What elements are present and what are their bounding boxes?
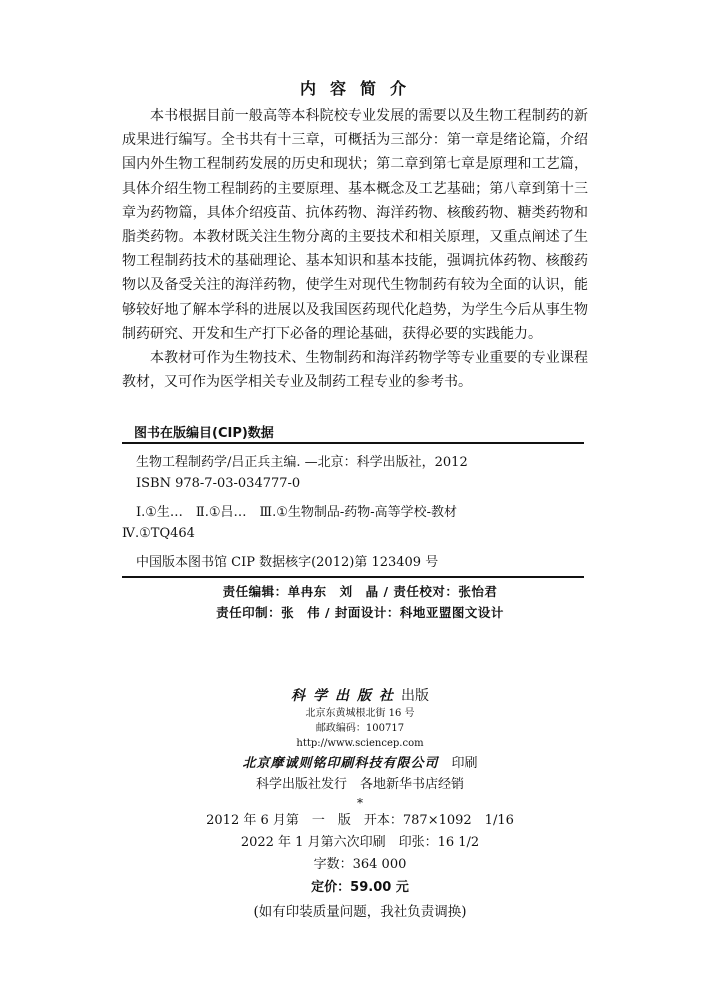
publisher-address: 北京东黄城根北街 16 号 (305, 708, 415, 719)
intro-paragraph-2: 本教材可作为生物技术、生物制药和海洋药物学等专业重要的专业课程教材，又可作为医学相关专业及制药工程专业的参考书。 (122, 350, 588, 391)
cip-bottom-rule (122, 576, 584, 578)
cip-top-rule (122, 442, 584, 444)
printer-row (0, 754, 720, 774)
cip-title-line: 生物工程制药学/吕正兵主编. —北京：科学出版社，2012 (136, 455, 468, 470)
imprint (0, 686, 720, 924)
cip-isbn-line: ISBN 978-7-03-034777-0 (136, 476, 301, 491)
cip-classification-line-2: Ⅳ.①TQ464 (122, 526, 195, 541)
intro-text (122, 104, 588, 394)
intro-paragraph-1: 本书根据目前一般高等本科院校专业发展的需要以及生物工程制药的新成果进行编写。全书共有十三章，可概括为三部分：第一章是绪论篇，介绍国内外生物工程制药发展的历史和现状；第二章到第七章是原理和工艺篇，具体介绍生物工程制药的主要原理、基本概念及工艺基础；第八章到第十三章为药物篇，具体介绍疫苗、抗体药物、海洋药物、核酸药物、糖类药物和脂类药物。本教材既关注生物分离的主要技术和相关原理，又重点阐述了生物工程制药技术的基础理论、基本知识和基本技能，强调抗体药物、核酸药物以及备受关注的海洋药物，使学生对现代生物制药有较为全面的认识，能够较好地了解本学科的进展以及我国医药现代化趋势，为学生今后从事生物制药研究、开发和生产打下必备的理论基础，获得必要的实践能力。 (122, 108, 588, 342)
cip-record-number: 中国版本图书馆 CIP 数据核字(2012)第 123409 号 (136, 555, 439, 570)
cip-block (122, 452, 584, 573)
price: 定价：59.00 元 (311, 880, 409, 895)
publisher-postcode: 邮政编码：100717 (315, 723, 405, 734)
separator-star: * (357, 796, 363, 810)
cip-heading: 图书在版编目(CIP)数据 (134, 426, 274, 441)
printing-line: 2022 年 1 月第六次印刷 印张：16 1/2 (240, 835, 480, 850)
publisher-suffix: 出版 (401, 688, 429, 704)
printer-name: 北京摩诚则铭印刷科技有限公司 (242, 756, 439, 771)
edition-line: 2012 年 6 月第 一 版 开本：787×1092 1/16 (206, 813, 514, 828)
cip-classification-line: Ⅰ.①生… Ⅱ.①吕… Ⅲ.①生物制品-药物-高等学校-教材 (136, 505, 458, 520)
distribution-line: 科学出版社发行 各地新华书店经销 (255, 777, 464, 792)
publisher-website: http://www.sciencep.com (296, 738, 424, 749)
quality-notice: (如有印装质量问题，我社负责调换) (253, 904, 467, 920)
credits (0, 581, 720, 623)
credits-line-1: 责任编辑：单冉东 刘 晶 / 责任校对：张怡君 (222, 584, 498, 599)
word-count: 字数：364 000 (313, 857, 407, 872)
intro-title: 内容简介 (299, 79, 420, 98)
credits-line-2: 责任印制：张 伟 / 封面设计：科地亚盟图文设计 (216, 605, 504, 620)
printer-suffix: 印刷 (451, 756, 478, 771)
publisher-row (0, 686, 720, 706)
publisher-name: 科学出版社 (291, 688, 401, 704)
